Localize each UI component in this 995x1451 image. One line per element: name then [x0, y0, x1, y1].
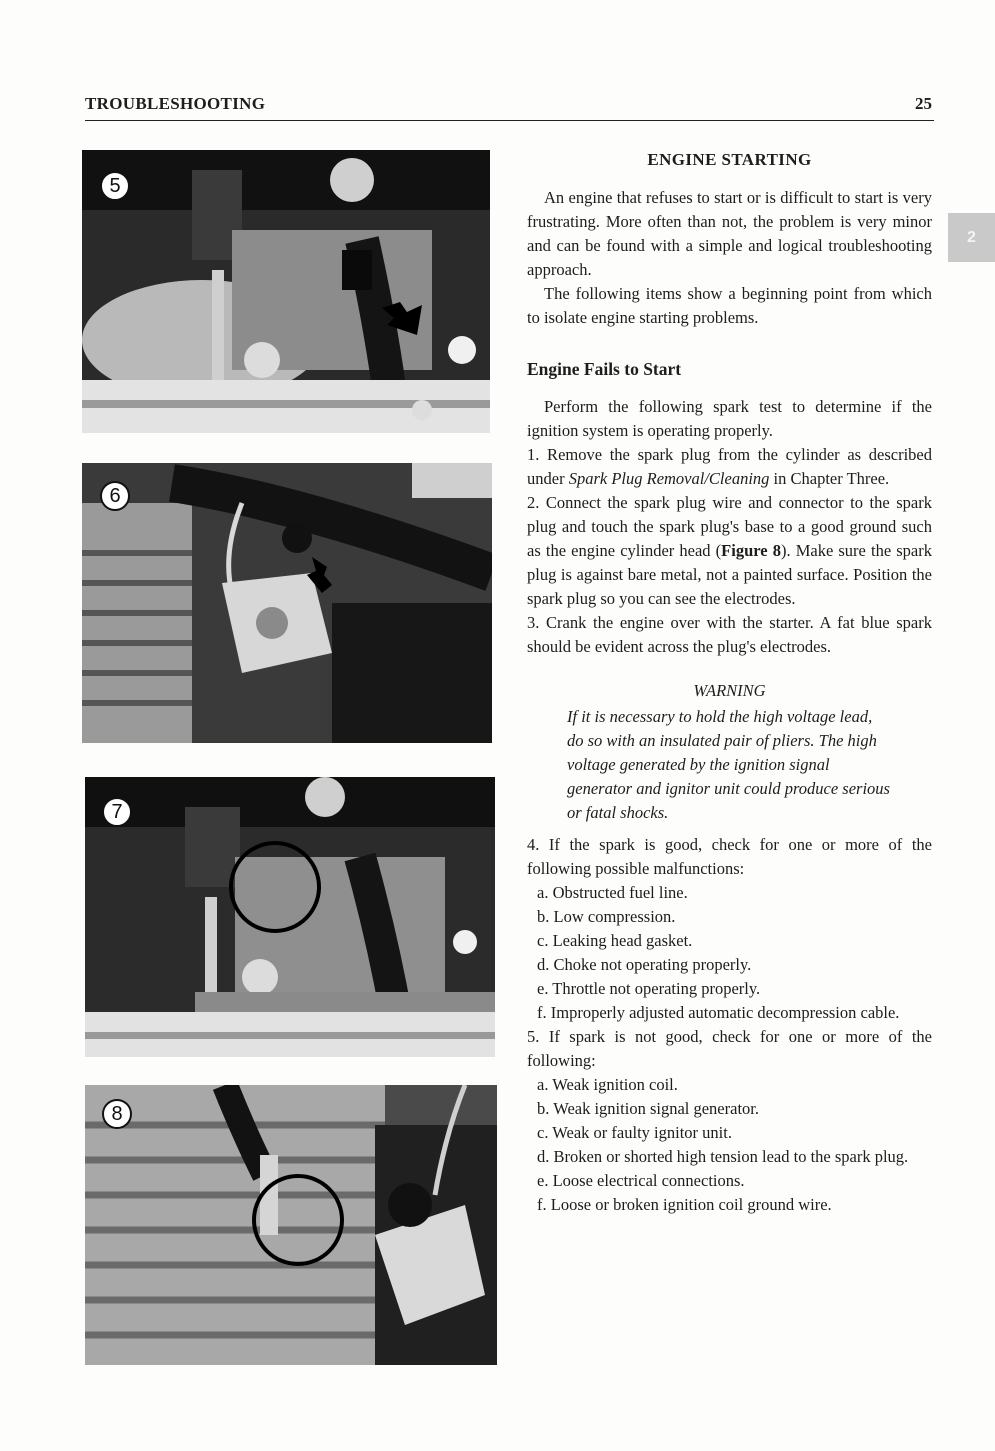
- step-5-item: e. Loose electrical connections.: [537, 1171, 745, 1190]
- step-3: 3. Crank the engine over with the starter. A fat blue spark should be evident across the plug's electrodes.: [527, 613, 932, 656]
- step-5-item: b. Weak ignition signal generator.: [537, 1099, 759, 1118]
- step-1-text-end: in Chapter Three.: [769, 469, 890, 488]
- step-2-text-end: ). Make sure the spark plug is against bare metal, not a painted surface. Position the spark plug so you can see the electrodes.: [527, 541, 932, 608]
- figure-6-photo: [82, 463, 492, 743]
- step-1-text: 1. Remove the spark plug from the cylinder as described under: [527, 445, 932, 488]
- step-2-figure-ref: Figure 8: [721, 541, 781, 560]
- figure-7-photo: [85, 777, 495, 1057]
- section-title: TROUBLESHOOTING: [85, 94, 266, 113]
- step-2-text: 2. Connect the spark plug wire and connector to the spark plug and touch the spark plug's base to a good ground such as the engine cylinder head (: [527, 493, 932, 560]
- warning-box: [567, 679, 892, 825]
- step-1: [527, 443, 932, 491]
- step-2: [527, 491, 932, 611]
- intro-paragraph-2: The following items show a beginning point from which to isolate engine starting problems.: [527, 284, 932, 327]
- step-4-item: e. Throttle not operating properly.: [537, 979, 761, 998]
- intro-paragraph-1: An engine that refuses to start or is difficult to start is very frustrating. More often than not, the problem is very minor and can be found with a simple and logical troubleshooting approach.: [527, 188, 932, 279]
- warning-text: If it is necessary to hold the high voltage lead, do so with an insulated pair of pliers. The high voltage generated by the ignition signal generator and ignitor unit could produce serious or fatal shocks.: [567, 707, 890, 822]
- text-column: [527, 148, 932, 1217]
- warning-title: WARNING: [693, 681, 766, 700]
- figure-8-photo: [85, 1085, 497, 1365]
- figure-8-badge: 8: [102, 1099, 132, 1129]
- step-5-item: a. Weak ignition coil.: [537, 1075, 678, 1094]
- spark-test-intro: Perform the following spark test to determine if the ignition system is operating properly.: [527, 397, 932, 440]
- chapter-tab: 2: [948, 213, 995, 262]
- step-1-reference: Spark Plug Removal/Cleaning: [568, 469, 770, 488]
- figure-5-photo: [82, 150, 490, 433]
- step-5-item: d. Broken or shorted high tension lead to the spark plug.: [537, 1147, 909, 1166]
- section-heading: ENGINE STARTING: [647, 150, 812, 169]
- figure-6-badge: 6: [100, 481, 130, 511]
- step-4-item: d. Choke not operating properly.: [537, 955, 752, 974]
- step-4-item: a. Obstructed fuel line.: [537, 883, 688, 902]
- step-5: 5. If spark is not good, check for one or more of the following:: [527, 1027, 932, 1070]
- step-4-item: c. Leaking head gasket.: [537, 931, 693, 950]
- page-header: [85, 94, 934, 121]
- step-4-item: f. Improperly adjusted automatic decompression cable.: [537, 1003, 900, 1022]
- figure-5-badge: 5: [100, 171, 130, 201]
- step-4-item: b. Low compression.: [537, 907, 676, 926]
- step-5-item: f. Loose or broken ignition coil ground wire.: [537, 1195, 832, 1214]
- subsection-heading: Engine Fails to Start: [527, 359, 682, 379]
- figure-7-badge: 7: [102, 797, 132, 827]
- step-5-item: c. Weak or faulty ignitor unit.: [537, 1123, 732, 1142]
- step-4: 4. If the spark is good, check for one or more of the following possible malfunctions:: [527, 835, 932, 878]
- page-number: 25: [915, 94, 932, 113]
